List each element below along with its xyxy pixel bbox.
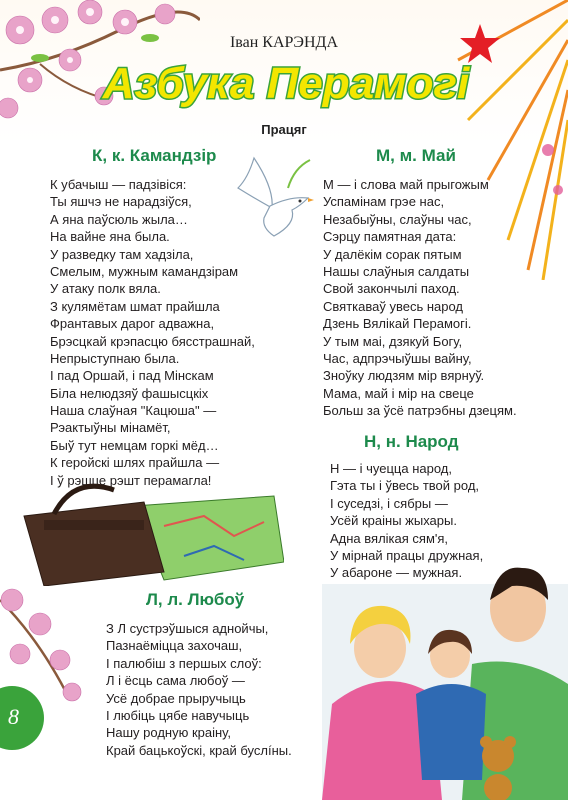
- poem-line: У тым маі, дзякуй Богу,: [323, 333, 463, 349]
- heading-k: К, к. Камандзір: [92, 146, 217, 165]
- poem-line: Рэактыўны мінамёт,: [50, 420, 171, 436]
- poem-line: Непрыступнаю была.: [50, 350, 180, 366]
- family-illustration: [322, 544, 568, 800]
- poem-line: І любіць цябе навучыць: [106, 707, 250, 723]
- poem-line: І суседзі, і сябры —: [330, 495, 448, 511]
- poem-line: У далёкім сорак пятым: [323, 246, 462, 262]
- white-dove-icon: [234, 148, 314, 248]
- subtitle: Працяг: [261, 122, 307, 137]
- poem-line: Усёй краіны жыхары.: [330, 513, 457, 529]
- poem-line: Час, адпрэчыўшы вайну,: [323, 350, 472, 366]
- poem-line: Брэсцкай крэпасцю бясстрашнай,: [50, 333, 255, 349]
- poem-line: У мірнай працы дружная,: [330, 547, 484, 563]
- poem-line: Дзень Вялікай Перамогі.: [323, 316, 472, 332]
- poem-line: Незабыўны, слаўны час,: [323, 211, 472, 227]
- poem-line: Н — і чуецца народ,: [330, 461, 452, 476]
- poem-line: Усё добрае прыручыць: [106, 690, 246, 706]
- author: Іван КАРЭНДА: [229, 34, 339, 51]
- poem-line: Наша слаўная "Кацюша" —: [50, 403, 217, 419]
- poem-line: З кулямётам шмат прайшла: [50, 298, 220, 314]
- poem-line: Мама, май і мір на свеце: [323, 385, 474, 401]
- poem-line: Больш за ўсё патрэбны дзецям.: [323, 403, 517, 419]
- poem-line: М — і слова май прыгожым: [323, 177, 489, 192]
- poem-line: Гэта ты і ўвесь твой род,: [330, 478, 480, 494]
- poem-m: [323, 176, 517, 419]
- poem-line: Франтавых дарог адважна,: [50, 316, 215, 332]
- poem-line: Сэрцу памятная дата:: [323, 229, 457, 245]
- poem-line: У разведку там хадзіла,: [50, 246, 194, 262]
- poem-line: Край бацькоўскі, край буслíны.: [106, 742, 292, 758]
- poem-line: Быў тут немцам горкі мёд…: [50, 437, 219, 453]
- poem-line: З Л сустрэўшыся аднойчы,: [106, 621, 269, 636]
- map-case-icon: [14, 476, 284, 586]
- poem-line: Нашу родную краіну,: [106, 725, 231, 741]
- poem-line: Адна вялікая сям'я,: [330, 530, 449, 546]
- poem-line: У атаку полк вяла.: [50, 281, 161, 297]
- poem-line: І пад Оршай, і пад Мінскам: [50, 368, 214, 384]
- poem-line: Святкаваў увесь народ: [323, 298, 463, 314]
- poem-line: Біла нелюдзяў фашысцкіх: [50, 385, 209, 401]
- poem-line: Зноўку людзям мір вярнуў.: [323, 368, 485, 384]
- page-title: [96, 52, 476, 114]
- poem-line: Пазнаёміцца захочаш,: [106, 638, 243, 654]
- poem-k: [50, 176, 255, 489]
- heading-n: Н, н. Народ: [364, 432, 459, 451]
- poem-line: Смелым, мужным камандзірам: [50, 263, 239, 279]
- poem-line: І ў рэшце рэшт перамагла!: [50, 472, 212, 488]
- poem-line: На вайне яна была.: [50, 229, 170, 245]
- poem-l: [106, 620, 292, 759]
- svg-text:Азбука Перамогі: Азбука Перамогі: [102, 59, 470, 108]
- poem-line: К геройскі шлях прайшла —: [50, 455, 220, 471]
- poem-line: У абароне — мужная.: [330, 565, 463, 581]
- poem-line: Свой закончылі паход.: [323, 281, 460, 297]
- heading-l: Л, л. Любоў: [146, 590, 245, 609]
- poem-line: А яна паўсюль жыла…: [50, 211, 188, 227]
- poem-line: Л і ёсць сама любоў —: [106, 673, 245, 689]
- poem-line: Ты яшчэ не нарадзіўся,: [50, 194, 192, 210]
- poem-line: Успамінам грэе нас,: [323, 194, 445, 210]
- poem-line: Нашы слаўныя салдаты: [323, 263, 470, 279]
- poem-line: І палюбіш з першых слоў:: [106, 655, 262, 671]
- poem-line: К убачыш — падзівіся:: [50, 177, 187, 192]
- page-number: 8: [8, 704, 19, 729]
- heading-m: М, м. Май: [376, 146, 456, 165]
